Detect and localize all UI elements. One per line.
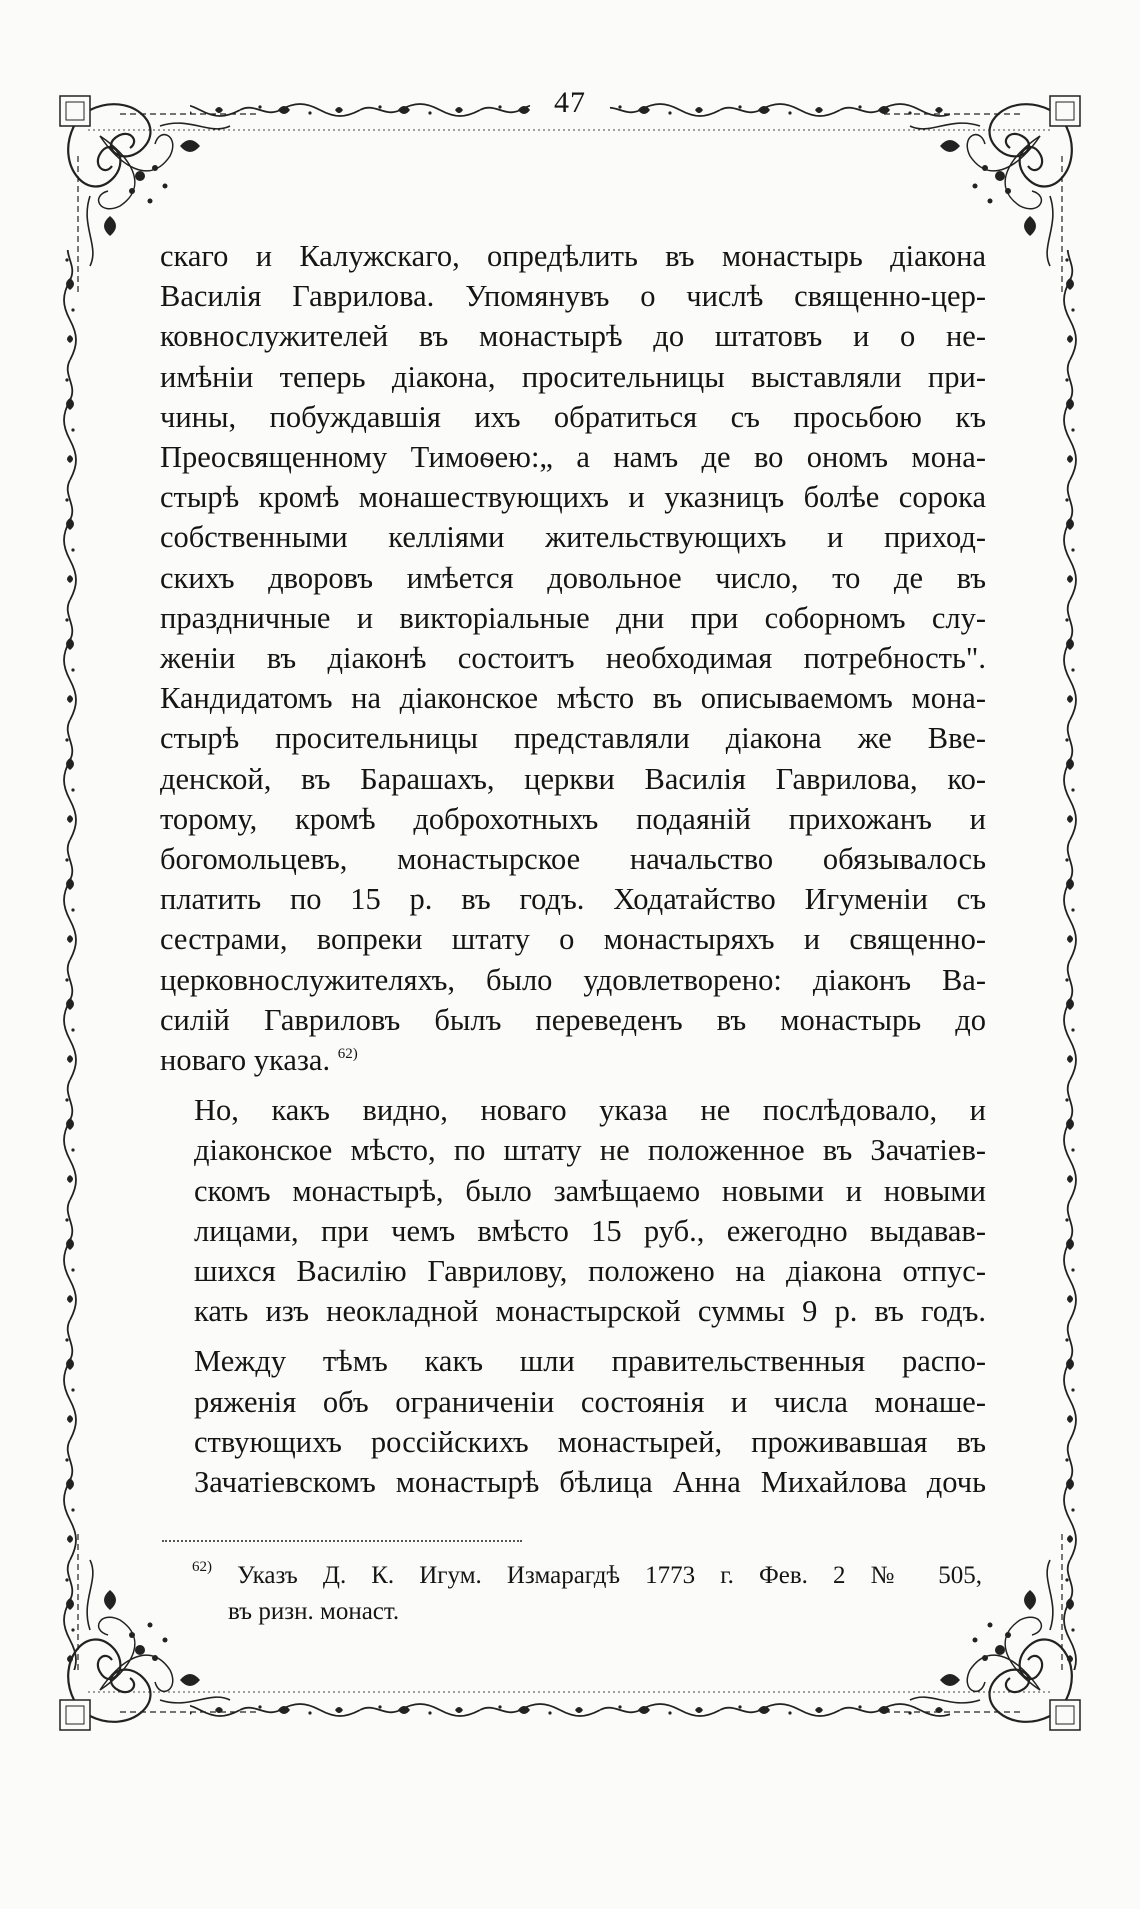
- text-line: имѣніи теперь діакона, просительницы выставляли при-: [160, 359, 986, 394]
- text-line: Зачатіевскомъ монастырѣ бѣлица Анна Михайлова дочь: [194, 1465, 986, 1500]
- text-line: сестрами, вопреки штату о монастыряхъ и священно-: [160, 922, 986, 957]
- footnote-text: Указъ Д. К. Игум. Измарагдѣ 1773 г. Фев. 2 № 505,: [237, 1562, 983, 1589]
- text-line: шихся Василію Гаврилову, положено на діакона отпус-: [194, 1254, 986, 1289]
- bottom-border: [190, 1700, 950, 1720]
- text-line-content: новаго указа.: [160, 1043, 331, 1078]
- text-line: ковнослужителей въ монастырѣ до штатовъ и о не-: [160, 319, 986, 354]
- text-line: Кандидатомъ на діаконское мѣсто въ описываемомъ мона-: [160, 681, 986, 716]
- text-line: Но, какъ видно, новаго указа не послѣдовало, и: [194, 1093, 986, 1128]
- text-line: стырѣ кромѣ монашествующихъ и указницъ болѣе сорока: [160, 480, 986, 515]
- text-line: женіи въ діаконѣ состоитъ необходимая потребность".: [160, 641, 986, 676]
- footnote-separator: [162, 1540, 522, 1542]
- text-line: денской, въ Барашахъ, церкви Василія Гаврилова, ко-: [160, 761, 986, 796]
- footnote: [192, 1558, 982, 1630]
- footnote-line: въ ризн. монаст.: [228, 1598, 400, 1625]
- text-line: чины, побуждавшія ихъ обратиться съ просьбою къ: [160, 399, 986, 434]
- paragraph-1: [160, 236, 986, 1080]
- right-border: [1058, 250, 1078, 1670]
- text-line: кать изъ неокладной монастырской суммы 9 р. въ годъ.: [194, 1294, 986, 1329]
- text-line: стырѣ просительницы представляли діакона же Вве-: [160, 721, 986, 756]
- text-line: силій Гавриловъ былъ переведенъ въ монастырь до: [160, 1002, 986, 1037]
- page-number: 47: [554, 86, 586, 119]
- text-line: лицами, при чемъ вмѣсто 15 руб., ежегодно выдавав-: [194, 1213, 986, 1248]
- text-line: платить по 15 р. въ годъ. Ходатайство Игуменіи съ: [160, 882, 986, 917]
- text-line: ряженія объ ограниченіи состоянія и числа монаше-: [194, 1384, 986, 1419]
- text-line: скомъ монастырѣ, было замѣщаемо новыми и новыми: [194, 1173, 986, 1208]
- text-line: діаконское мѣсто, по штату не положенное въ Зачатіев-: [194, 1133, 986, 1168]
- text-line: [160, 1040, 986, 1080]
- paragraph-2: [160, 1090, 986, 1331]
- text-line: скаго и Калужскаго, опредѣлить въ монастырь діакона: [160, 239, 986, 273]
- footnote-line: [192, 1558, 982, 1594]
- text-line: Между тѣмъ какъ шли правительственныя распо-: [194, 1344, 986, 1379]
- text-line: собственными келліями жительствующихъ и приход-: [160, 520, 986, 555]
- paragraph-3: [160, 1341, 986, 1502]
- text-line: Василія Гаврилова. Упомянувъ о числѣ священно-цер-: [160, 279, 986, 314]
- text-line: богомольцевъ, монастырское начальство обязывалось: [160, 842, 986, 877]
- text-line: ствующихъ россійскихъ монастырей, проживавшая въ: [194, 1424, 986, 1459]
- text-line: торому, кромѣ доброхотныхъ подаяній прихожанъ и: [160, 801, 986, 836]
- footnote-reference: 62): [337, 1046, 358, 1063]
- text-line: церковнослужителяхъ, было удовлетворено: діаконъ Ва-: [160, 962, 986, 997]
- footnote-marker: 62): [192, 1559, 212, 1575]
- text-line: Преосвященному Тимоѳею:„ а намъ де во ономъ мона-: [160, 440, 986, 475]
- text-line: скихъ дворовъ имѣется довольное число, то де въ: [160, 560, 986, 595]
- text-line: праздничные и викторіальные дни при соборномъ слу-: [160, 600, 986, 635]
- left-border: [62, 250, 82, 1670]
- body-text: [160, 236, 986, 1502]
